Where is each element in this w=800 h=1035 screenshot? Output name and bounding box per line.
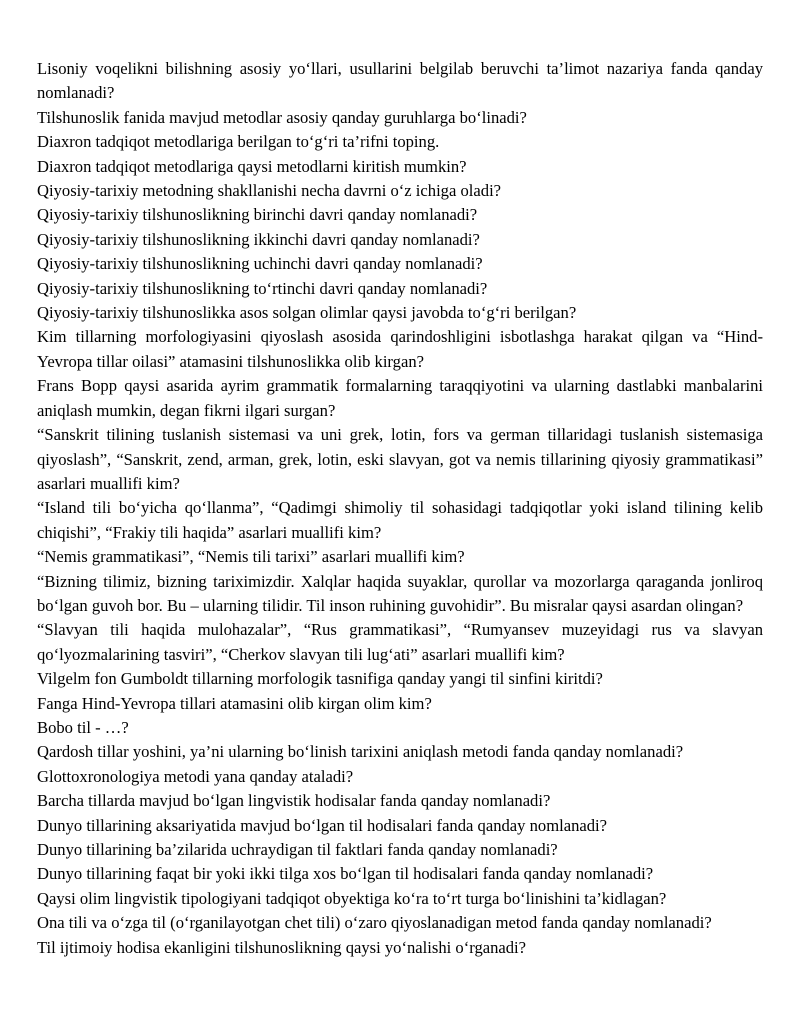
question-item: “Island tili bo‘yicha qo‘llanma”, “Qadimgi shimoliy til sohasidagi tadqiqotlar yoki island tilining kelib chiqishi”, “Frakiy tili haqida” asarlari muallifi kim? [37,498,763,542]
question-item: “Slavyan tili haqida mulohazalar”, “Rus grammatikasi”, “Rumyansev muzeyidagi rus va slavyan qo‘lyozmalarining tasviri”, “Cherkov slavyan tili lug‘ati” asarlari muallifi kim? [37,620,763,664]
question-item: Vilgelm fon Gumboldt tillarning morfologik tasnifiga qanday yangi til sinfini kiritdi? [37,669,603,689]
question-item: Til ijtimoiy hodisa ekanligini tilshunoslikning qaysi yo‘nalishi o‘rganadi? [37,937,527,957]
question-item: Qiyosiy-tarixiy tilshunoslikning to‘rtinchi davri qanday nomlanadi? [37,278,488,298]
question-item: Glottoxronologiya metodi yana qanday ataladi? [37,766,354,786]
question-item: Frans Bopp qaysi asarida ayrim grammatik formalarning taraqqiyotini va ularning dastlabki manbalarini aniqlash mumkin, degan fikrni ilgari surgan? [37,376,763,420]
question-item: Qiyosiy-tarixiy tilshunoslikning ikkinchi davri qanday nomlanadi? [37,229,480,249]
question-item: Kim tillarning morfologiyasini qiyoslash asosida qarindoshligini isbotlashga harakat qilgan va “Hind-Yevropa tillar oilasi” atamasini tilshunoslikka olib kirgan? [37,327,763,371]
question-item: Fanga Hind-Yevropa tillari atamasini olib kirgan olim kim? [37,693,432,713]
question-item: Qiyosiy-tarixiy tilshunoslikning birinchi davri qanday nomlanadi? [37,205,478,225]
question-item: Ona tili va o‘zga til (o‘rganilayotgan chet tili) o‘zaro qiyoslanadigan metod fanda qanday nomlanadi? [37,913,712,933]
question-item: Lisoniy voqelikni bilishning asosiy yo‘llari, usullarini belgilab beruvchi ta’limot nazariya fanda qanday nomlanadi? [37,59,763,103]
question-list [37,57,763,960]
question-item: “Nemis grammatikasi”, “Nemis tili tarixi” asarlari muallifi kim? [37,547,465,567]
question-item: Qaysi olim lingvistik tipologiyani tadqiqot obyektiga ko‘ra to‘rt turga bo‘linishini ta’kidlagan? [37,888,667,908]
question-item: “Sanskrit tilining tuslanish sistemasi va uni grek, lotin, fors va german tillaridagi tuslanish sistemasiga qiyoslash”, “Sanskrit, zend, arman, grek, lotin, eski slavyan, got va nemis tillarining qiyosiy grammatikasi” asarlari muallifi kim? [37,425,763,493]
question-item: Barcha tillarda mavjud bo‘lgan lingvistik hodisalar fanda qanday nomlanadi? [37,791,551,811]
question-item: Tilshunoslik fanida mavjud metodlar asosiy qanday guruhlarga bo‘linadi? [37,107,527,127]
question-item: Qiyosiy-tarixiy tilshunoslikning uchinchi davri qanday nomlanadi? [37,254,483,274]
question-item: Dunyo tillarining ba’zilarida uchraydigan til faktlari fanda qanday nomlanadi? [37,840,558,859]
question-item: “Bizning tilimiz, bizning tariximizdir. Xalqlar haqida suyaklar, qurollar va mozorlarga qaraganda jonliroq bo‘lgan guvoh bor. Bu – ularning tilidir. Til inson ruhining guvohidir”. Bu misralar qaysi asardan olingan? [37,571,763,615]
question-item: Dunyo tillarining faqat bir yoki ikki tilga xos bo‘lgan til hodisalari fanda qanday nomlanadi? [37,864,654,884]
question-item: Qardosh tillar yoshini, ya’ni ularning bo‘linish tarixini aniqlash metodi fanda qanday nomlanadi? [37,742,684,762]
question-item: Diaxron tadqiqot metodlariga qaysi metodlarni kiritish mumkin? [37,156,467,176]
question-item: Qiyosiy-tarixiy metodning shakllanishi necha davrni o‘z ichiga oladi? [37,181,502,201]
question-item: Diaxron tadqiqot metodlariga berilgan to‘g‘ri ta’rifni toping. [37,132,440,152]
question-item: Bobo til - …? [37,717,129,737]
question-item: Dunyo tillarining aksariyatida mavjud bo‘lgan til hodisalari fanda qanday nomlanadi? [37,815,608,835]
question-item: Qiyosiy-tarixiy tilshunoslikka asos solgan olimlar qaysi javobda to‘g‘ri berilgan? [37,303,577,323]
